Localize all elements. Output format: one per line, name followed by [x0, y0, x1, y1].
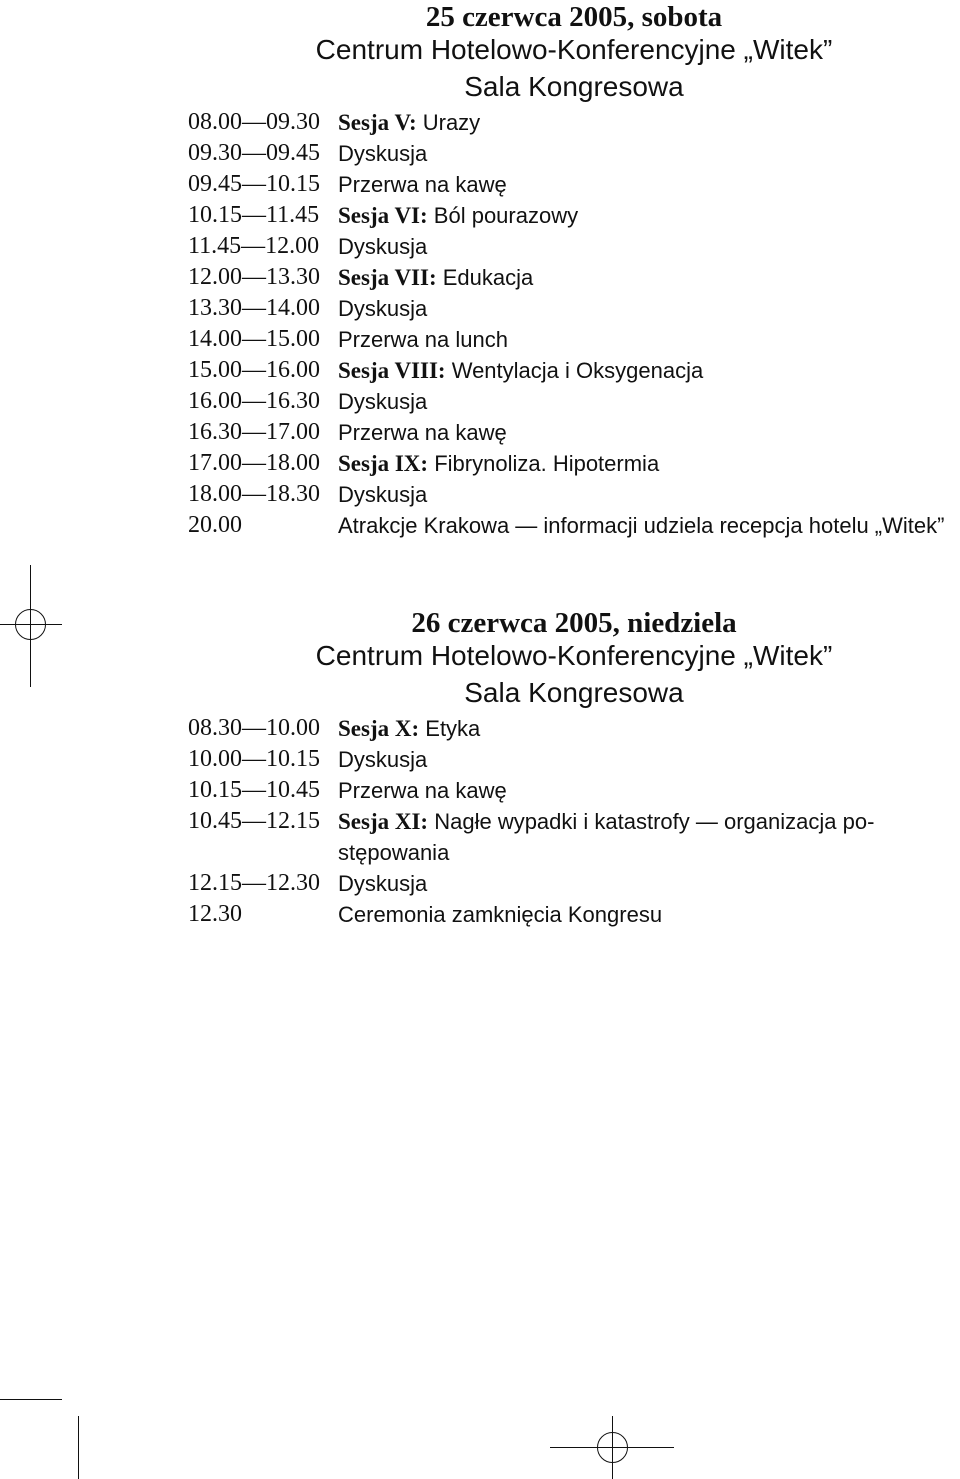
row-title: Atrakcje Krakowa — informacji udziela recepcja hotelu „Witek” — [338, 513, 945, 538]
row-time: 18.00—18.30 — [188, 481, 320, 507]
row-desc — [338, 775, 960, 806]
schedule-row — [188, 713, 960, 744]
schedule-row — [188, 868, 960, 899]
row-time: 11.45—12.00 — [188, 233, 320, 259]
row-desc — [338, 200, 960, 231]
row-desc — [338, 293, 960, 324]
row-session: Sesja VI: — [338, 203, 428, 228]
row-time: 12.30 — [188, 901, 242, 927]
row-desc — [338, 107, 960, 138]
day-2-schedule — [188, 606, 960, 930]
row-time: 15.00—16.00 — [188, 357, 320, 383]
row-session: Sesja VIII: — [338, 358, 446, 383]
row-title: Edukacja — [442, 265, 534, 290]
schedule-row — [188, 138, 960, 169]
row-desc — [338, 231, 960, 262]
day-2-header — [188, 606, 960, 711]
schedule-row — [188, 262, 960, 293]
row-desc — [338, 138, 960, 169]
schedule-row — [188, 355, 960, 386]
row-time: 08.00—09.30 — [188, 109, 320, 135]
row-session: Sesja X: — [338, 716, 420, 741]
schedule-row — [188, 744, 960, 775]
row-time: 12.15—12.30 — [188, 870, 320, 896]
row-time: 13.30—14.00 — [188, 295, 320, 321]
row-time: 17.00—18.00 — [188, 450, 320, 476]
row-desc — [338, 806, 960, 868]
row-time: 09.45—10.15 — [188, 171, 320, 197]
row-time: 10.00—10.15 — [188, 746, 320, 772]
day-1-header — [188, 0, 960, 105]
schedule-row — [188, 107, 960, 138]
schedule-row — [188, 806, 960, 868]
row-desc — [338, 868, 960, 899]
schedule-row — [188, 899, 960, 930]
day-1-schedule — [188, 0, 960, 541]
row-time: 08.30—10.00 — [188, 715, 320, 741]
row-session: Sesja V: — [338, 110, 417, 135]
row-time: 10.15—11.45 — [188, 202, 320, 228]
row-desc — [338, 744, 960, 775]
day-1-date: 25 czerwca 2005, sobota — [425, 1, 723, 33]
row-desc — [338, 448, 960, 479]
row-session: Sesja IX: — [338, 451, 429, 476]
schedule-row — [188, 231, 960, 262]
row-time: 09.30—09.45 — [188, 140, 320, 166]
schedule-row — [188, 510, 960, 541]
schedule-row — [188, 200, 960, 231]
row-desc — [338, 899, 960, 930]
row-time: 10.45—12.15 — [188, 808, 320, 834]
day-1-room: Sala Kongresowa — [464, 71, 684, 102]
row-desc — [338, 417, 960, 448]
row-desc — [338, 262, 960, 293]
schedule-row — [188, 479, 960, 510]
row-title: Fibrynoliza. Hipotermia — [434, 451, 660, 476]
row-time: 14.00—15.00 — [188, 326, 320, 352]
row-time: 20.00 — [188, 512, 242, 538]
row-title: Przerwa na kawę — [338, 420, 507, 445]
schedule-row — [188, 417, 960, 448]
row-title: Dyskusja — [338, 296, 428, 321]
row-session: Sesja VII: — [338, 265, 437, 290]
row-title: Wentylacja i Oksygenacja — [451, 358, 704, 383]
row-desc — [338, 324, 960, 355]
row-time: 12.00—13.30 — [188, 264, 320, 290]
row-desc — [338, 355, 960, 386]
day-2-date: 26 czerwca 2005, niedziela — [411, 607, 737, 639]
schedule-row — [188, 324, 960, 355]
row-title: Ból pourazowy — [433, 203, 579, 228]
row-title: Dyskusja — [338, 747, 428, 772]
row-title: Urazy — [422, 110, 481, 135]
schedule-row — [188, 169, 960, 200]
row-title: Dyskusja — [338, 389, 428, 414]
row-desc — [338, 169, 960, 200]
schedule-row — [188, 386, 960, 417]
day-1-venue: Centrum Hotelowo-Konferencyjne „Witek” — [315, 34, 833, 65]
row-title: Dyskusja — [338, 871, 428, 896]
day-2-venue: Centrum Hotelowo-Konferencyjne „Witek” — [315, 640, 833, 671]
row-time: 16.00—16.30 — [188, 388, 320, 414]
row-title: Dyskusja — [338, 482, 428, 507]
row-desc — [338, 386, 960, 417]
schedule-row — [188, 448, 960, 479]
row-desc — [338, 479, 960, 510]
day-2-room: Sala Kongresowa — [464, 677, 684, 708]
day-2-rows — [188, 713, 960, 930]
row-title: Dyskusja — [338, 141, 428, 166]
row-session: Sesja XI: — [338, 809, 429, 834]
schedule-row — [188, 293, 960, 324]
row-title: Przerwa na kawę — [338, 172, 507, 197]
schedule-row — [188, 775, 960, 806]
row-title: Ceremonia zamknięcia Kongresu — [338, 902, 663, 927]
row-desc — [338, 713, 960, 744]
row-time: 10.15—10.45 — [188, 777, 320, 803]
row-title: Przerwa na lunch — [338, 327, 508, 352]
row-title: Dyskusja — [338, 234, 428, 259]
day-1-rows — [188, 107, 960, 541]
row-time: 16.30—17.00 — [188, 419, 320, 445]
row-title: Przerwa na kawę — [338, 778, 507, 803]
row-desc — [338, 510, 960, 541]
row-title: Etyka — [425, 716, 481, 741]
row-title: Nagłe wypadki i katastrofy — organizacja po-stępowania — [338, 809, 875, 865]
